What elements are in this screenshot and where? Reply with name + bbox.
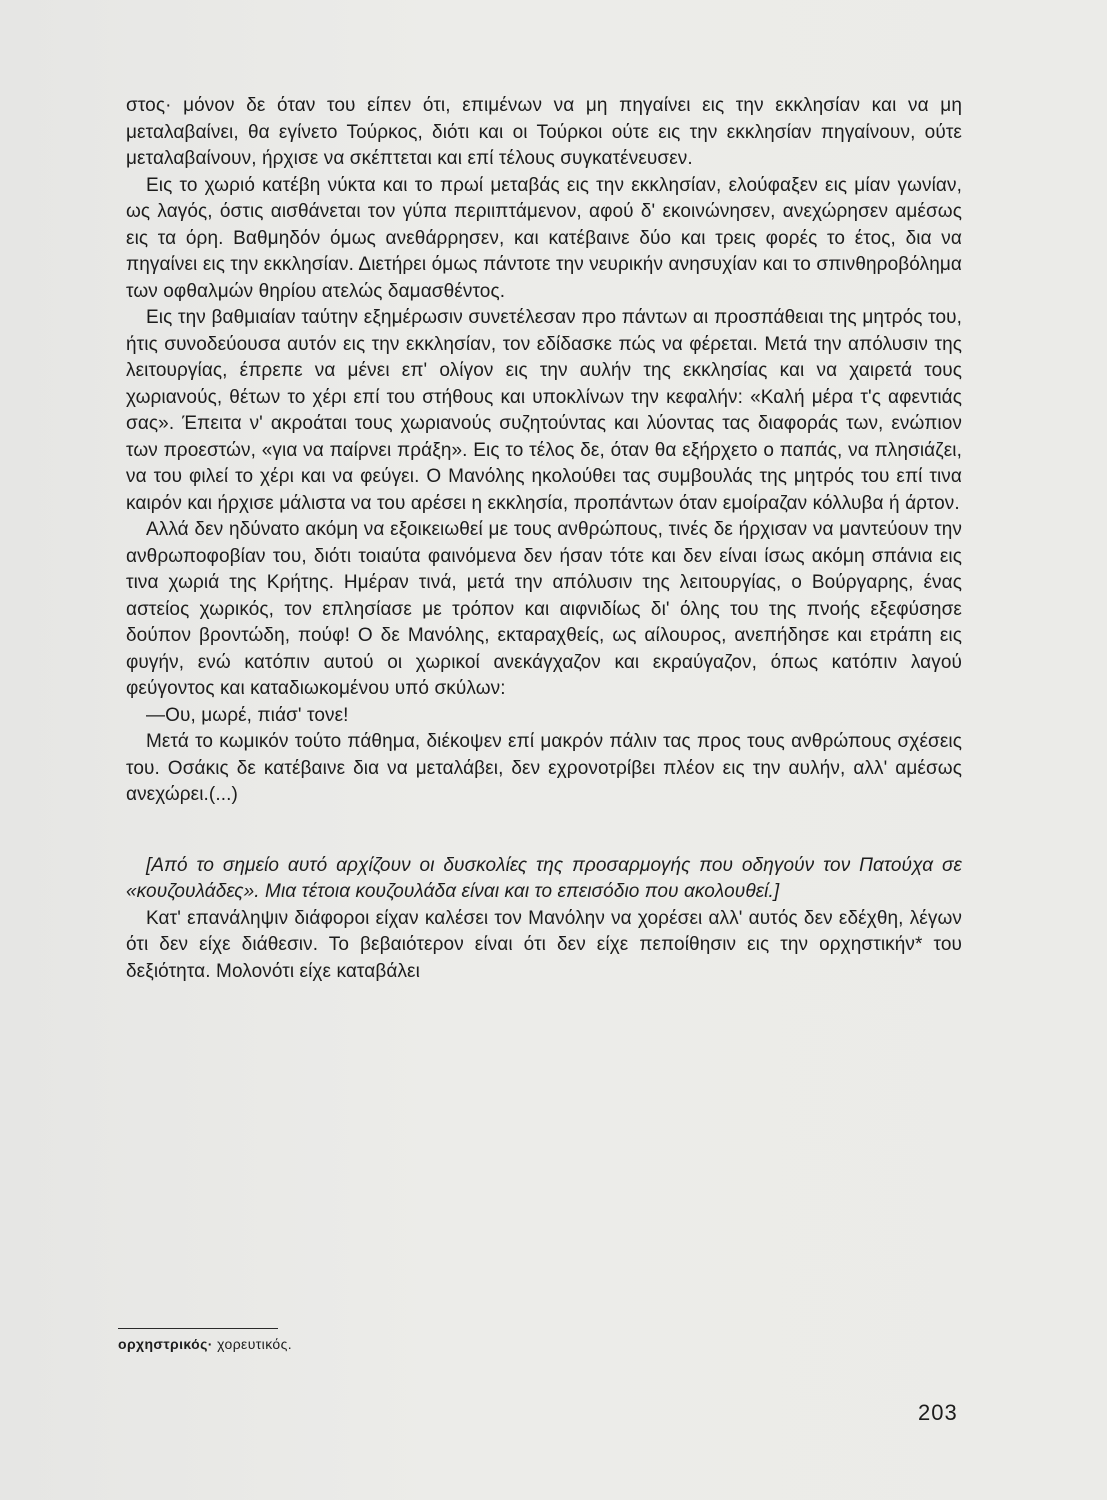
paragraph-5: Μετά το κωμικόν τούτο πάθημα, διέκοψεν επί μακρόν πάλιν τας προς τους ανθρώπους σχέσεις του. Οσάκις δε κατέβαινε δια να μεταλάβει, δεν εχρονοτρίβει πλέον εις την αυλήν, αλλ' αμέσως ανεχώρει.(...): [126, 731, 962, 805]
footnote-definition: χορευτικός.: [212, 1336, 293, 1352]
footnote: [118, 1336, 292, 1352]
paragraph-3: Εις την βαθμιαίαν ταύτην εξημέρωσιν συνετέλεσαν προ πάντων αι προσπάθειαι της μητρός του, ήτις συνοδεύουσα αυτόν εις την εκκλησίαν, τον εδίδασκε πώς να φέρεται. Μετά την απόλυσιν της λειτουργίας, έπρεπε να μένει επ' ολίγον εις την αυλήν της εκκλησίας και να χαιρετά τους χωριανούς, θέτων το χέρι επί του στήθους και υποκλίνων την κεφαλήν: «Καλή μέρα τ'ς αφεντιάς σας». Έπειτα ν' ακροάται τους χωριανούς συζητούντας και λύοντας τας διαφοράς των, ενώπιον των προεστών, «για να παίρνει πράξη». Εις το τέλος δε, όταν θα εξήρχετο ο παπάς, να πλησιάζει, να του φιλεί το χέρι και να φεύγει. Ο Μανόλης ηκολούθει τας συμβουλάς της μητρός του επί τινα καιρόν και ήρχισε μάλιστα να του αρέσει η εκκλησία, προπάντων όταν εμοίραζαν κόλλυβα ή άρτον.: [126, 307, 962, 514]
editorial-note: [Από το σημείο αυτό αρχίζουν οι δυσκολίες της προσαρμογής που οδηγούν τον Πατούχα σε «κουζουλάδες». Μια τέτοια κουζουλάδα είναι και το επεισόδιο που ακολουθεί.]: [126, 854, 962, 902]
main-text: [126, 93, 962, 985]
footnote-term: ορχηστρικός: [118, 1336, 208, 1352]
dialogue-line: —Ου, μωρέ, πιάσ' τονε!: [146, 704, 349, 726]
paragraph-4: Αλλά δεν ηδύνατο ακόμη να εξοικειωθεί με τους ανθρώπους, τινές δε ήρχισαν να μαντεύουν την ανθρωποφοβίαν του, διότι τοιαύτα φαινόμενα δεν ήσαν τότε και δεν είναι ίσως ακόμη σπάνια εις τινα χωριά της Κρήτης. Ημέραν τινά, μετά την απόλυσιν της λειτουργίας, ο Βούργαρης, ένας αστείος χωρικός, τον επλησίασε με τρόπον και αιφνιδίως δι' όλης του της πνοής εξεφύσησε δούπον βροντώδη, πούφ! Ο δε Μανόλης, εκταραχθείς, ως αίλουρος, ανεπήδησε και ετράπη εις φυγήν, ενώ κατόπιν αυτού οι χωρικοί ανεκάγχαζον και εκραύγαζον, όπως κατόπιν λαγού φεύγοντος και καταδιωκομένου υπό σκύλων:: [126, 519, 962, 699]
page-number: 203: [918, 1400, 958, 1425]
paragraph-closing: Κατ' επανάληψιν διάφοροι είχαν καλέσει τον Μανόλην να χορέσει αλλ' αυτός δεν εδέχθη, λέγων ότι δεν είχε διάθεσιν. Το βεβαιότερον είναι ότι δεν είχε πεποίθησιν εις την ορχηστικήν* του δεξιότητα. Μολονότι είχε καταβάλει: [126, 907, 962, 982]
footnote-separator: ·: [207, 1336, 213, 1352]
footnote-divider: [118, 1328, 278, 1329]
paragraph-2: Εις το χωριό κατέβη νύκτα και το πρωί μεταβάς εις την εκκλησίαν, ελούφαξεν εις μίαν γωνίαν, ως λαγός, όστις αισθάνεται τον γύπα περιιπτάμενον, αφού δ' εκοινώνησεν, ανεχώρησεν αμέσως εις τα όρη. Βαθμηδόν όμως ανεθάρρησεν, και κατέβαινε δύο και τρεις φορές το έτος, δια να πηγαίνει εις την εκκλησίαν. Διετήρει όμως πάντοτε την νευρικήν ανησυχίαν και το σπινθηροβόλημα των οφθαλμών θηρίου ατελώς δαμασθέντος.: [126, 174, 962, 302]
paragraph-1: στος· μόνον δε όταν του είπεν ότι, επιμένων να μη πηγαίνει εις την εκκλησίαν και να μη μεταλαβαίνει, θα εγίνετο Τούρκος, διότι και οι Τούρκοι ούτε εις την εκκλησίαν πηγαίνουν, ούτε μεταλαβαίνουν, ήρχισε να σκέπτεται και επί τέλους συγκατένευσεν.: [126, 95, 962, 169]
